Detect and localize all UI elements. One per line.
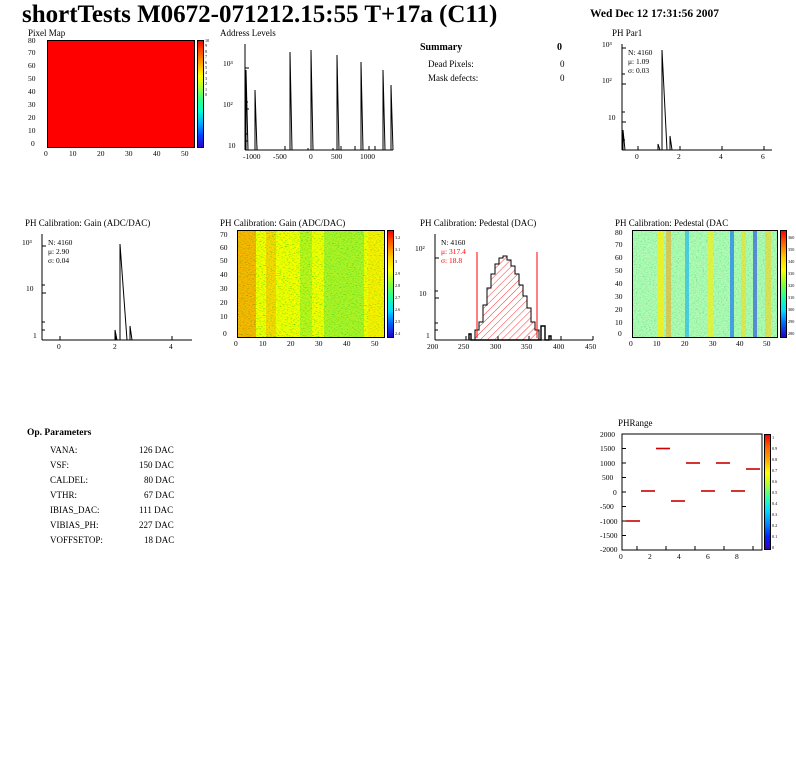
ph-par1-plot [600, 40, 780, 165]
ytick: 2000 [600, 430, 615, 439]
xtick: 20 [287, 339, 295, 348]
xtick: 350 [521, 342, 533, 351]
ytick: 80 [28, 36, 36, 45]
gain-map-plot [237, 230, 385, 338]
xtick: 4 [677, 552, 681, 561]
op-row-value: 80 DAC [144, 475, 175, 485]
summary-row-value: 0 [560, 73, 565, 83]
ytick: 10 [26, 284, 34, 293]
pixel-map-plot [47, 40, 195, 148]
colorbar [764, 434, 771, 550]
chart-ph-par1[interactable] [600, 28, 780, 163]
ytick: 0 [618, 329, 622, 338]
xtick: 2 [648, 552, 652, 561]
colorbar [387, 230, 394, 338]
page-title: shortTests M0672-071212.15:55 T+17a (C11) [22, 1, 498, 28]
ytick: 60 [615, 253, 623, 262]
colorbar [780, 230, 787, 338]
xtick: 250 [458, 342, 470, 351]
xtick: 0 [619, 552, 623, 561]
op-parameters-heading: Op. Parameters [27, 428, 92, 438]
ytick: 60 [28, 61, 36, 70]
ytick: 50 [615, 266, 623, 275]
ytick: 10³ [223, 59, 233, 68]
xtick: 450 [585, 342, 597, 351]
op-row-label: IBIAS_DAC: [50, 505, 100, 515]
chart-title: PH Par1 [612, 28, 643, 38]
chart-title: Pixel Map [28, 28, 66, 38]
chart-address-levels[interactable] [215, 28, 400, 163]
summary-row-value: 0 [560, 59, 565, 69]
ytick: 10² [415, 244, 425, 253]
ytick: 40 [615, 279, 623, 288]
ytick: 20 [220, 298, 228, 307]
stats-box: N: 4160 μ: 1.09 σ: 0.03 [628, 48, 653, 75]
op-row-value: 111 DAC [139, 505, 174, 515]
op-parameters-panel [22, 428, 222, 548]
ytick: 500 [602, 473, 614, 482]
summary-row-label: Mask defects: [428, 73, 479, 83]
xtick: 0 [309, 152, 313, 161]
ytick: 1500 [600, 444, 615, 453]
phrange-plot [600, 430, 790, 560]
xtick: 30 [125, 149, 133, 158]
colorbar-labels: 1 0.9 0.8 0.7 0.6 0.5 0.4 0.3 0.2 0.1 0 [772, 435, 778, 550]
colorbar [197, 40, 204, 148]
xtick: 4 [169, 342, 173, 351]
op-row-value: 67 DAC [144, 490, 175, 500]
chart-title: Address Levels [220, 28, 276, 38]
xtick: 50 [181, 149, 189, 158]
summary-row-label: Dead Pixels: [428, 59, 474, 69]
chart-phrange[interactable] [600, 418, 790, 561]
ytick: 10 [28, 126, 36, 135]
ytick: 10² [602, 76, 612, 85]
ytick: 0 [613, 488, 617, 497]
xtick: 500 [331, 152, 343, 161]
xtick: -500 [273, 152, 287, 161]
ytick: 40 [28, 87, 36, 96]
ytick: 60 [220, 243, 228, 252]
colorbar-labels: 10 9 8 7 6 5 4 3 2 1 0 [205, 38, 210, 98]
ytick: 70 [615, 240, 623, 249]
address-levels-plot [215, 40, 400, 165]
ytick: 10 [608, 113, 616, 122]
xtick: 6 [761, 152, 765, 161]
ytick: 30 [28, 100, 36, 109]
op-row-label: VTHR: [50, 490, 77, 500]
op-row-value: 227 DAC [139, 520, 174, 530]
op-row-label: VSF: [50, 460, 70, 470]
ytick: 80 [615, 228, 623, 237]
ytick: 10 [228, 141, 236, 150]
ytick: 40 [220, 270, 228, 279]
ytick: 20 [615, 305, 623, 314]
ytick: 1 [33, 331, 37, 340]
chart-gain-hist[interactable] [20, 218, 205, 353]
op-row-label: VIBIAS_PH: [50, 520, 99, 530]
xtick: 0 [44, 149, 48, 158]
op-row-label: VANA: [50, 445, 78, 455]
ytick: 10³ [22, 238, 32, 247]
ytick: 10 [419, 289, 427, 298]
xtick: 1000 [360, 152, 375, 161]
ytick: 10³ [602, 40, 612, 49]
chart-title: PH Calibration: Pedestal (DAC) [420, 218, 537, 228]
xtick: 200 [427, 342, 439, 351]
summary-heading: Summary [420, 42, 463, 53]
op-row-value: 150 DAC [139, 460, 174, 470]
ytick: -1000 [600, 517, 618, 526]
ytick: -2000 [600, 545, 618, 554]
ytick: 20 [28, 113, 36, 122]
ytick: -1500 [600, 531, 618, 540]
op-row-label: VOFFSETOP: [50, 535, 103, 545]
xtick: -1000 [243, 152, 261, 161]
ytick: 30 [615, 292, 623, 301]
xtick: 0 [57, 342, 61, 351]
xtick: 0 [629, 339, 633, 348]
xtick: 0 [234, 339, 238, 348]
xtick: 10 [653, 339, 661, 348]
op-row-value: 126 DAC [139, 445, 174, 455]
chart-title: PH Calibration: Gain (ADC/DAC) [220, 218, 346, 228]
xtick: 400 [553, 342, 565, 351]
op-row-value: 18 DAC [144, 535, 175, 545]
xtick: 50 [763, 339, 771, 348]
ytick: 50 [28, 74, 36, 83]
xtick: 10 [69, 149, 77, 158]
colorbar-labels: 360 350 340 330 320 310 300 290 280 [788, 235, 795, 336]
chart-title: PH Calibration: Gain (ADC/DAC) [25, 218, 151, 228]
stats-box: N: 4160 μ: 317.4 σ: 18.8 [441, 238, 466, 265]
xtick: 20 [97, 149, 105, 158]
xtick: 20 [681, 339, 689, 348]
ytick: 50 [220, 256, 228, 265]
ytick: 30 [220, 284, 228, 293]
xtick: 40 [736, 339, 744, 348]
xtick: 4 [719, 152, 723, 161]
stats-box: N: 4160 μ: 2.90 σ: 0.04 [48, 238, 73, 265]
chart-title: PH Calibration: Pedestal (DAC [615, 218, 729, 228]
chart-gain-map[interactable] [215, 218, 405, 353]
ytick: 10 [220, 312, 228, 321]
xtick: 8 [735, 552, 739, 561]
xtick: 50 [371, 339, 379, 348]
xtick: 40 [153, 149, 161, 158]
chart-title: PHRange [618, 418, 653, 428]
xtick: 40 [343, 339, 351, 348]
xtick: 30 [709, 339, 717, 348]
xtick: 10 [259, 339, 267, 348]
summary-value: 0 [557, 42, 562, 53]
ytick: 1 [426, 331, 430, 340]
xtick: 0 [635, 152, 639, 161]
ytick: 70 [28, 48, 36, 57]
ytick: 10 [615, 318, 623, 327]
timestamp: Wed Dec 12 17:31:56 2007 [590, 8, 720, 20]
op-row-label: CALDEL: [50, 475, 88, 485]
ytick: 0 [223, 329, 227, 338]
xtick: 6 [706, 552, 710, 561]
xtick: 2 [113, 342, 117, 351]
xtick: 2 [677, 152, 681, 161]
ytick: 1000 [600, 459, 615, 468]
colorbar-labels: 3.2 3.1 3 2.9 2.8 2.7 2.6 2.5 2.4 [395, 235, 401, 336]
ytick: 70 [220, 230, 228, 239]
ytick: -500 [600, 502, 614, 511]
ytick: 10² [223, 100, 233, 109]
xtick: 30 [315, 339, 323, 348]
chart-pedestal-hist[interactable] [413, 218, 603, 353]
ytick: 0 [31, 139, 35, 148]
summary-panel [420, 42, 580, 92]
xtick: 300 [490, 342, 502, 351]
chart-pixel-map[interactable] [20, 28, 210, 158]
chart-pedestal-map[interactable] [610, 218, 796, 353]
pedestal-map-plot [632, 230, 778, 338]
